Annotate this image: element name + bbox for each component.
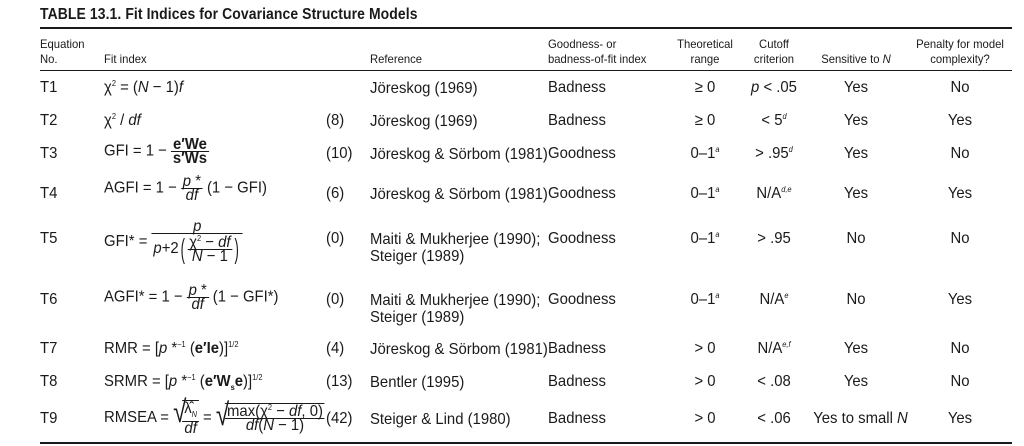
sensitive-to-n-value: No — [846, 230, 866, 247]
theoretical-range: 0–1$^a$ — [690, 185, 720, 202]
header-fit-index: Fit index — [104, 52, 147, 66]
theoretical-range: > 0 — [694, 373, 716, 390]
sensitive-to-n-value: Yes — [843, 145, 869, 162]
penalty-value: No — [950, 145, 970, 162]
theoretical-range: ≥ 0 — [694, 79, 716, 96]
cutoff-criterion: > .95$^d$ — [755, 145, 793, 162]
equation-reference-number: (8) — [326, 112, 345, 129]
reference-citation: Steiger & Lind (1980) — [370, 411, 511, 428]
formula-t5: GFI* = p p+2( $\frac{\chi^2 - df}{N - 1}$ ) — [104, 220, 243, 264]
penalty-value: No — [950, 340, 970, 357]
header-sensitive-to-n: Sensitive to N — [821, 52, 891, 66]
sensitive-to-n-value: Yes — [843, 340, 869, 357]
equation-reference-number: (13) — [326, 373, 353, 390]
formula-t2: $\chi^2$ / df — [104, 112, 141, 129]
sensitive-to-n-value: Yes — [843, 112, 869, 129]
formula-t6: AGFI* = 1 − $\frac{p *}{df}$ (1 − GFI*) — [104, 282, 279, 313]
header-equation-no: Equation No. — [40, 37, 85, 66]
cutoff-criterion: $N/A^{d,e}$ — [756, 185, 792, 202]
penalty-value: No — [950, 79, 970, 96]
penalty-value: No — [950, 373, 970, 390]
cutoff-criterion: < .06 — [757, 410, 791, 427]
equation-number: T8 — [40, 373, 58, 390]
equation-reference-number: (4) — [326, 340, 345, 357]
equation-number: T7 — [40, 340, 58, 357]
reference-citation: Maiti & Mukherjee (1990); Steiger (1989) — [370, 231, 541, 265]
formula-t8: SRMR = [p *$^{-1}$ $(e'W_se)]^{1/2}$ — [104, 373, 263, 393]
header-cutoff-criterion: Cutoff criterion — [753, 37, 795, 66]
penalty-value: Yes — [947, 410, 973, 427]
equation-reference-number: (10) — [326, 145, 353, 162]
cutoff-criterion: < $5^d$ — [761, 112, 787, 129]
reference-citation: Jöreskog & Sörbom (1981) — [370, 186, 548, 203]
cutoff-criterion: < .08 — [757, 373, 791, 390]
goodness-badness-type: Badness — [548, 410, 606, 427]
formula-t4: AGFI = 1 − $\frac{p *}{df}$ (1 − GFI) — [104, 173, 267, 204]
header-reference: Reference — [370, 52, 423, 66]
equation-number: T3 — [40, 145, 58, 162]
equation-number: T5 — [40, 230, 58, 247]
top-rule — [40, 27, 1012, 29]
header-rule — [40, 70, 1012, 71]
formula-t1: $\chi^2 = (N - 1)f$ — [104, 79, 183, 96]
header-theoretical-range: Theoretical range — [677, 37, 733, 66]
formula-t7: RMR = [p *$^{-1}$ (e′Ie)]$^{1/2}$ — [104, 340, 239, 357]
reference-citation: Bentler (1995) — [370, 374, 465, 391]
equation-reference-number: (0) — [326, 230, 345, 247]
penalty-value: No — [950, 230, 970, 247]
theoretical-range: > 0 — [694, 340, 716, 357]
theoretical-range: ≥ 0 — [694, 112, 716, 129]
reference-citation: Maiti & Mukherjee (1990); Steiger (1989) — [370, 292, 541, 326]
equation-number: T6 — [40, 291, 58, 308]
sensitive-to-n-value: Yes — [843, 185, 869, 202]
sensitive-to-n-value: Yes to small N — [813, 410, 908, 427]
formula-t9: RMSEA = √ $\frac{\lambdâ_N}{df}$ = √ $\frac{\max(\chi^2 - df, 0)}{df(N - 1)}$ — [104, 393, 323, 438]
header-penalty: Penalty for model complexity? — [916, 37, 1004, 66]
cutoff-criterion: $N/A^e$ — [759, 291, 789, 308]
theoretical-range: 0–1$^a$ — [690, 145, 720, 162]
goodness-badness-type: Badness — [548, 79, 606, 96]
equation-number: T9 — [40, 410, 58, 427]
penalty-value: Yes — [947, 112, 973, 129]
cutoff-criterion: > .95 — [757, 230, 791, 247]
equation-reference-number: (6) — [326, 185, 345, 202]
equation-number: T2 — [40, 112, 58, 129]
penalty-value: Yes — [947, 291, 973, 308]
equation-reference-number: (42) — [326, 410, 353, 427]
formula-t3: GFI = 1 − $\frac{e'We}{s'Ws}$ — [104, 136, 208, 167]
theoretical-range: 0–1$^a$ — [690, 230, 720, 247]
reference-citation: Jöreskog (1969) — [370, 113, 478, 130]
sensitive-to-n-value: Yes — [843, 79, 869, 96]
goodness-badness-type: Badness — [548, 340, 606, 357]
equation-number: T1 — [40, 79, 58, 96]
penalty-value: Yes — [947, 185, 973, 202]
goodness-badness-type: Goodness — [548, 185, 616, 202]
equation-reference-number: (0) — [326, 291, 345, 308]
goodness-badness-type: Badness — [548, 112, 606, 129]
goodness-badness-type: Badness — [548, 373, 606, 390]
cutoff-criterion: p < .05 — [751, 79, 797, 96]
reference-citation: Jöreskog (1969) — [370, 80, 478, 97]
goodness-badness-type: Goodness — [548, 291, 616, 308]
goodness-badness-type: Goodness — [548, 230, 616, 247]
cutoff-criterion: $N/A^{e,f}$ — [757, 340, 791, 357]
sensitive-to-n-value: No — [846, 291, 866, 308]
goodness-badness-type: Goodness — [548, 145, 616, 162]
theoretical-range: 0–1$^a$ — [690, 291, 720, 308]
table-title: TABLE 13.1. Fit Indices for Covariance Structure Models — [40, 6, 418, 23]
bottom-rule — [40, 442, 1012, 444]
equation-number: T4 — [40, 185, 58, 202]
reference-citation: Jöreskog & Sörbom (1981) — [370, 341, 548, 358]
sensitive-to-n-value: Yes — [843, 373, 869, 390]
theoretical-range: > 0 — [694, 410, 716, 427]
header-goodness-badness: Goodness- or badness-of-fit index — [548, 37, 647, 66]
reference-citation: Jöreskog & Sörbom (1981) — [370, 146, 548, 163]
